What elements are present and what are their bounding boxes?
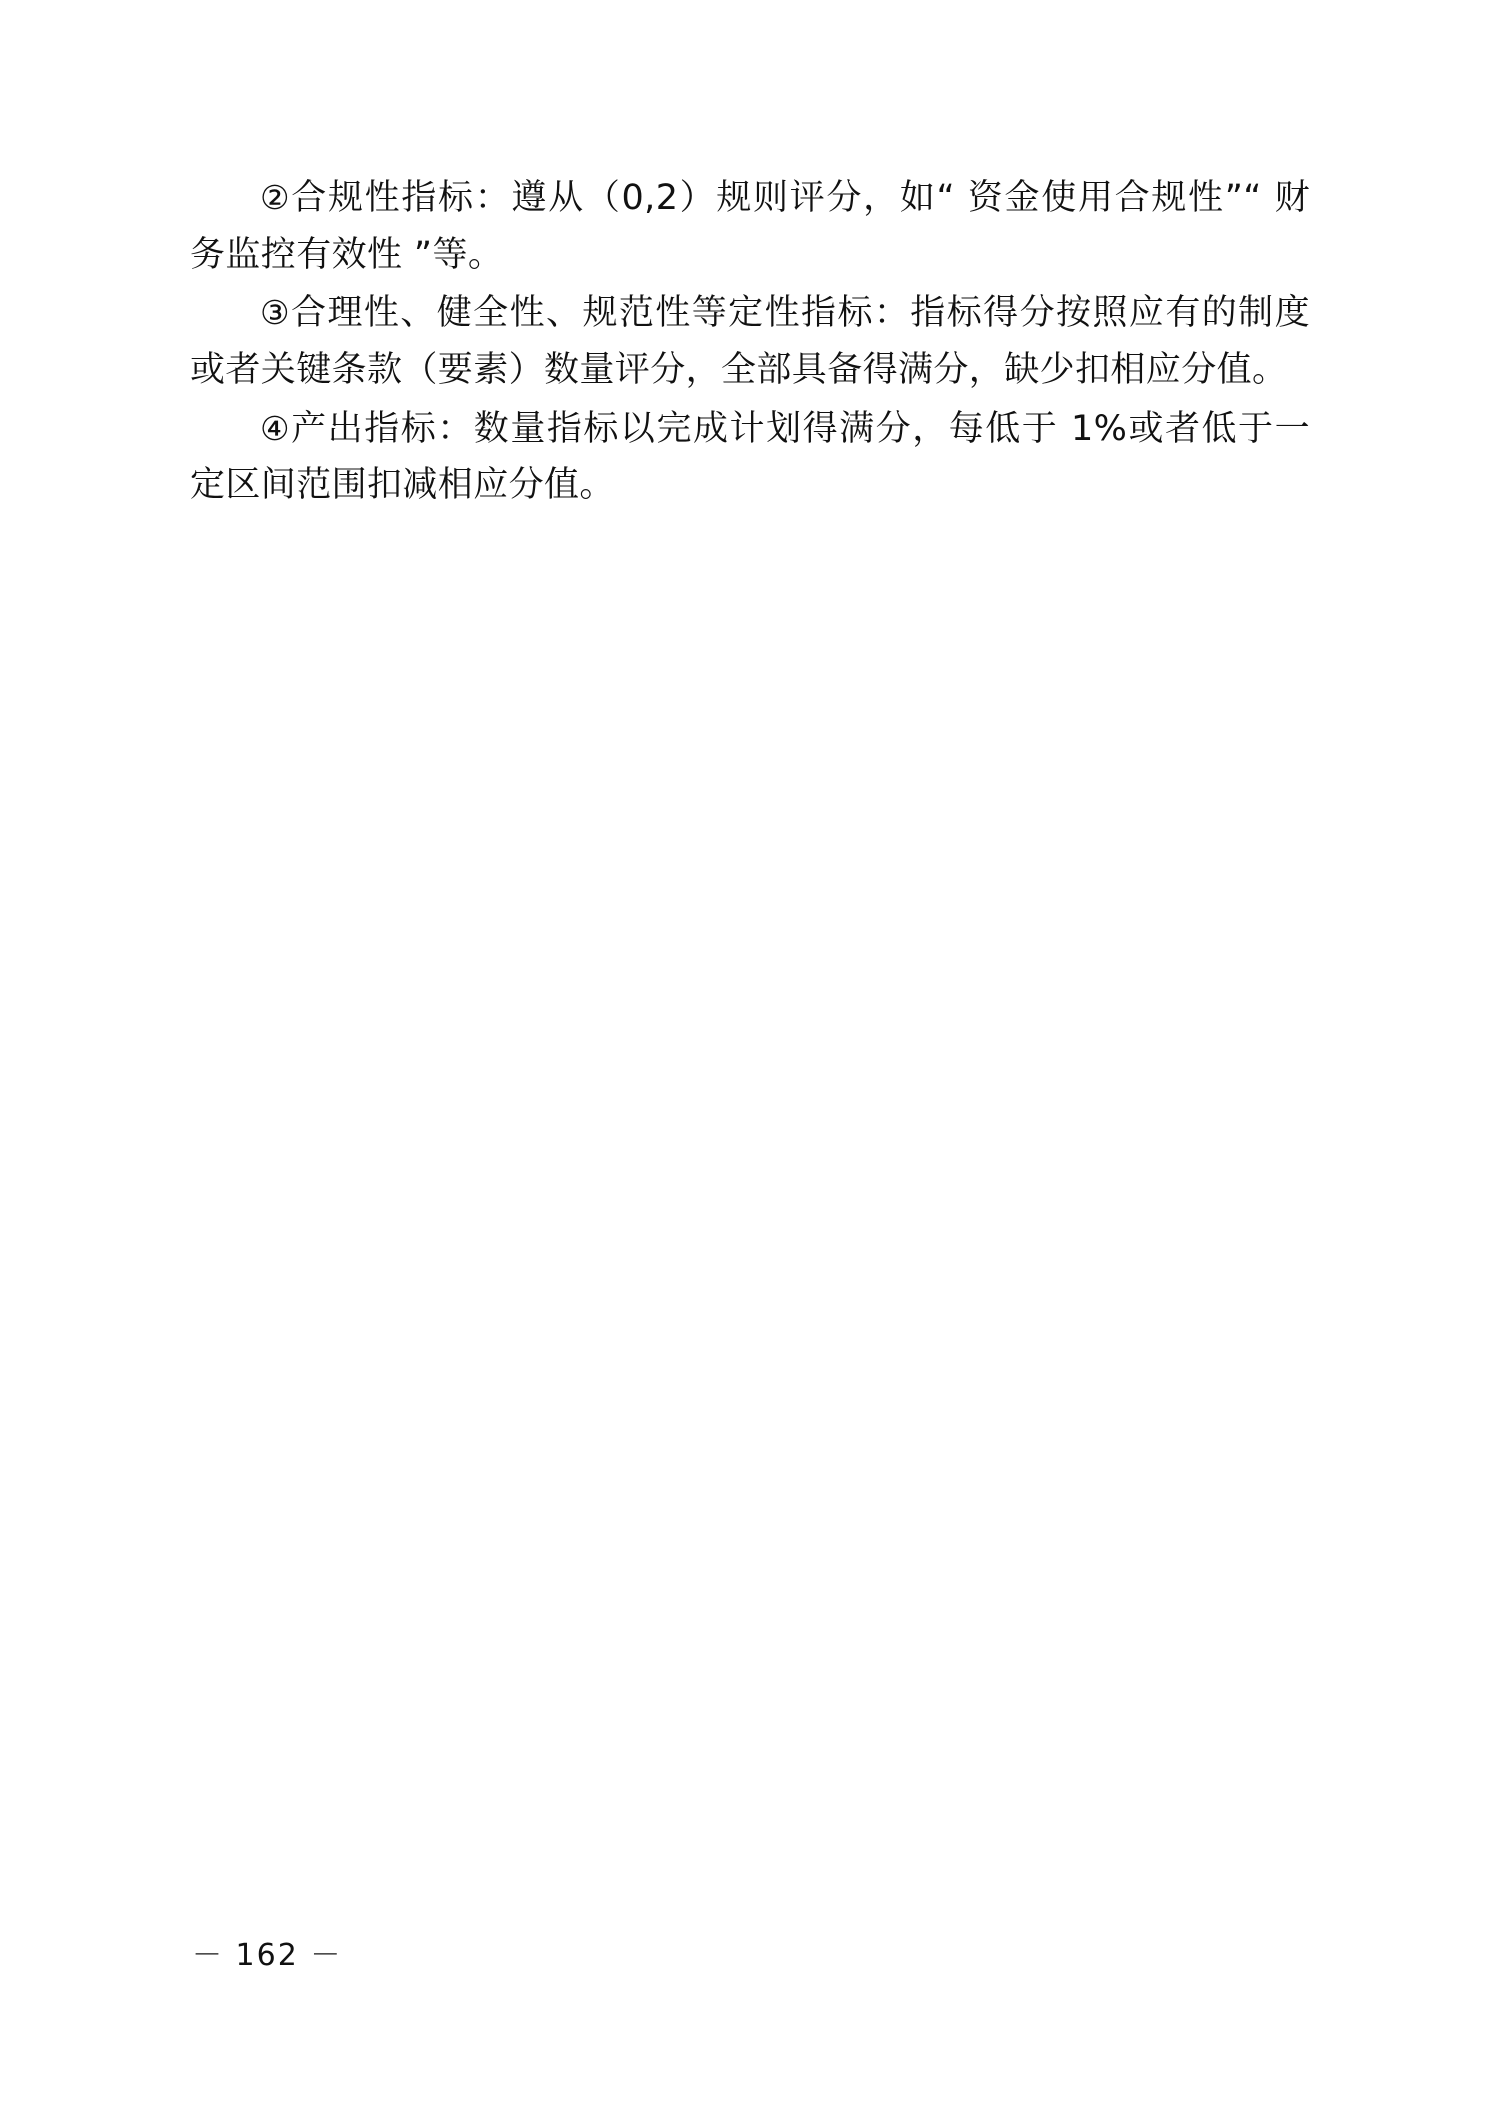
- page-footer: [0, 1930, 1488, 1974]
- paragraph-text-4: 产出指标：数量指标以完成计划得满分，每低于 1%或者低于一定区间范围扣减相应分值。: [190, 408, 1310, 506]
- paragraph-item-2: [190, 170, 1310, 283]
- list-marker-2: ②: [260, 178, 292, 217]
- page-number: － 162 －: [192, 1938, 343, 1973]
- paragraph-item-3: [190, 285, 1310, 398]
- paragraph-item-4: [190, 401, 1310, 514]
- paragraph-text-2: 合规性指标：遵从（0,2）规则评分，如“ 资金使用合规性”“ 财务监控有效性 ”等。: [190, 178, 1310, 275]
- list-marker-4: ④: [260, 408, 292, 448]
- paragraph-text-3: 合理性、健全性、规范性等定性指标：指标得分按照应有的制度或者关键条款（要素）数量评分，全部具备得满分，缺少扣相应分值。: [190, 293, 1311, 391]
- body-text-column: [190, 170, 1310, 516]
- list-marker-3: ③: [260, 293, 292, 333]
